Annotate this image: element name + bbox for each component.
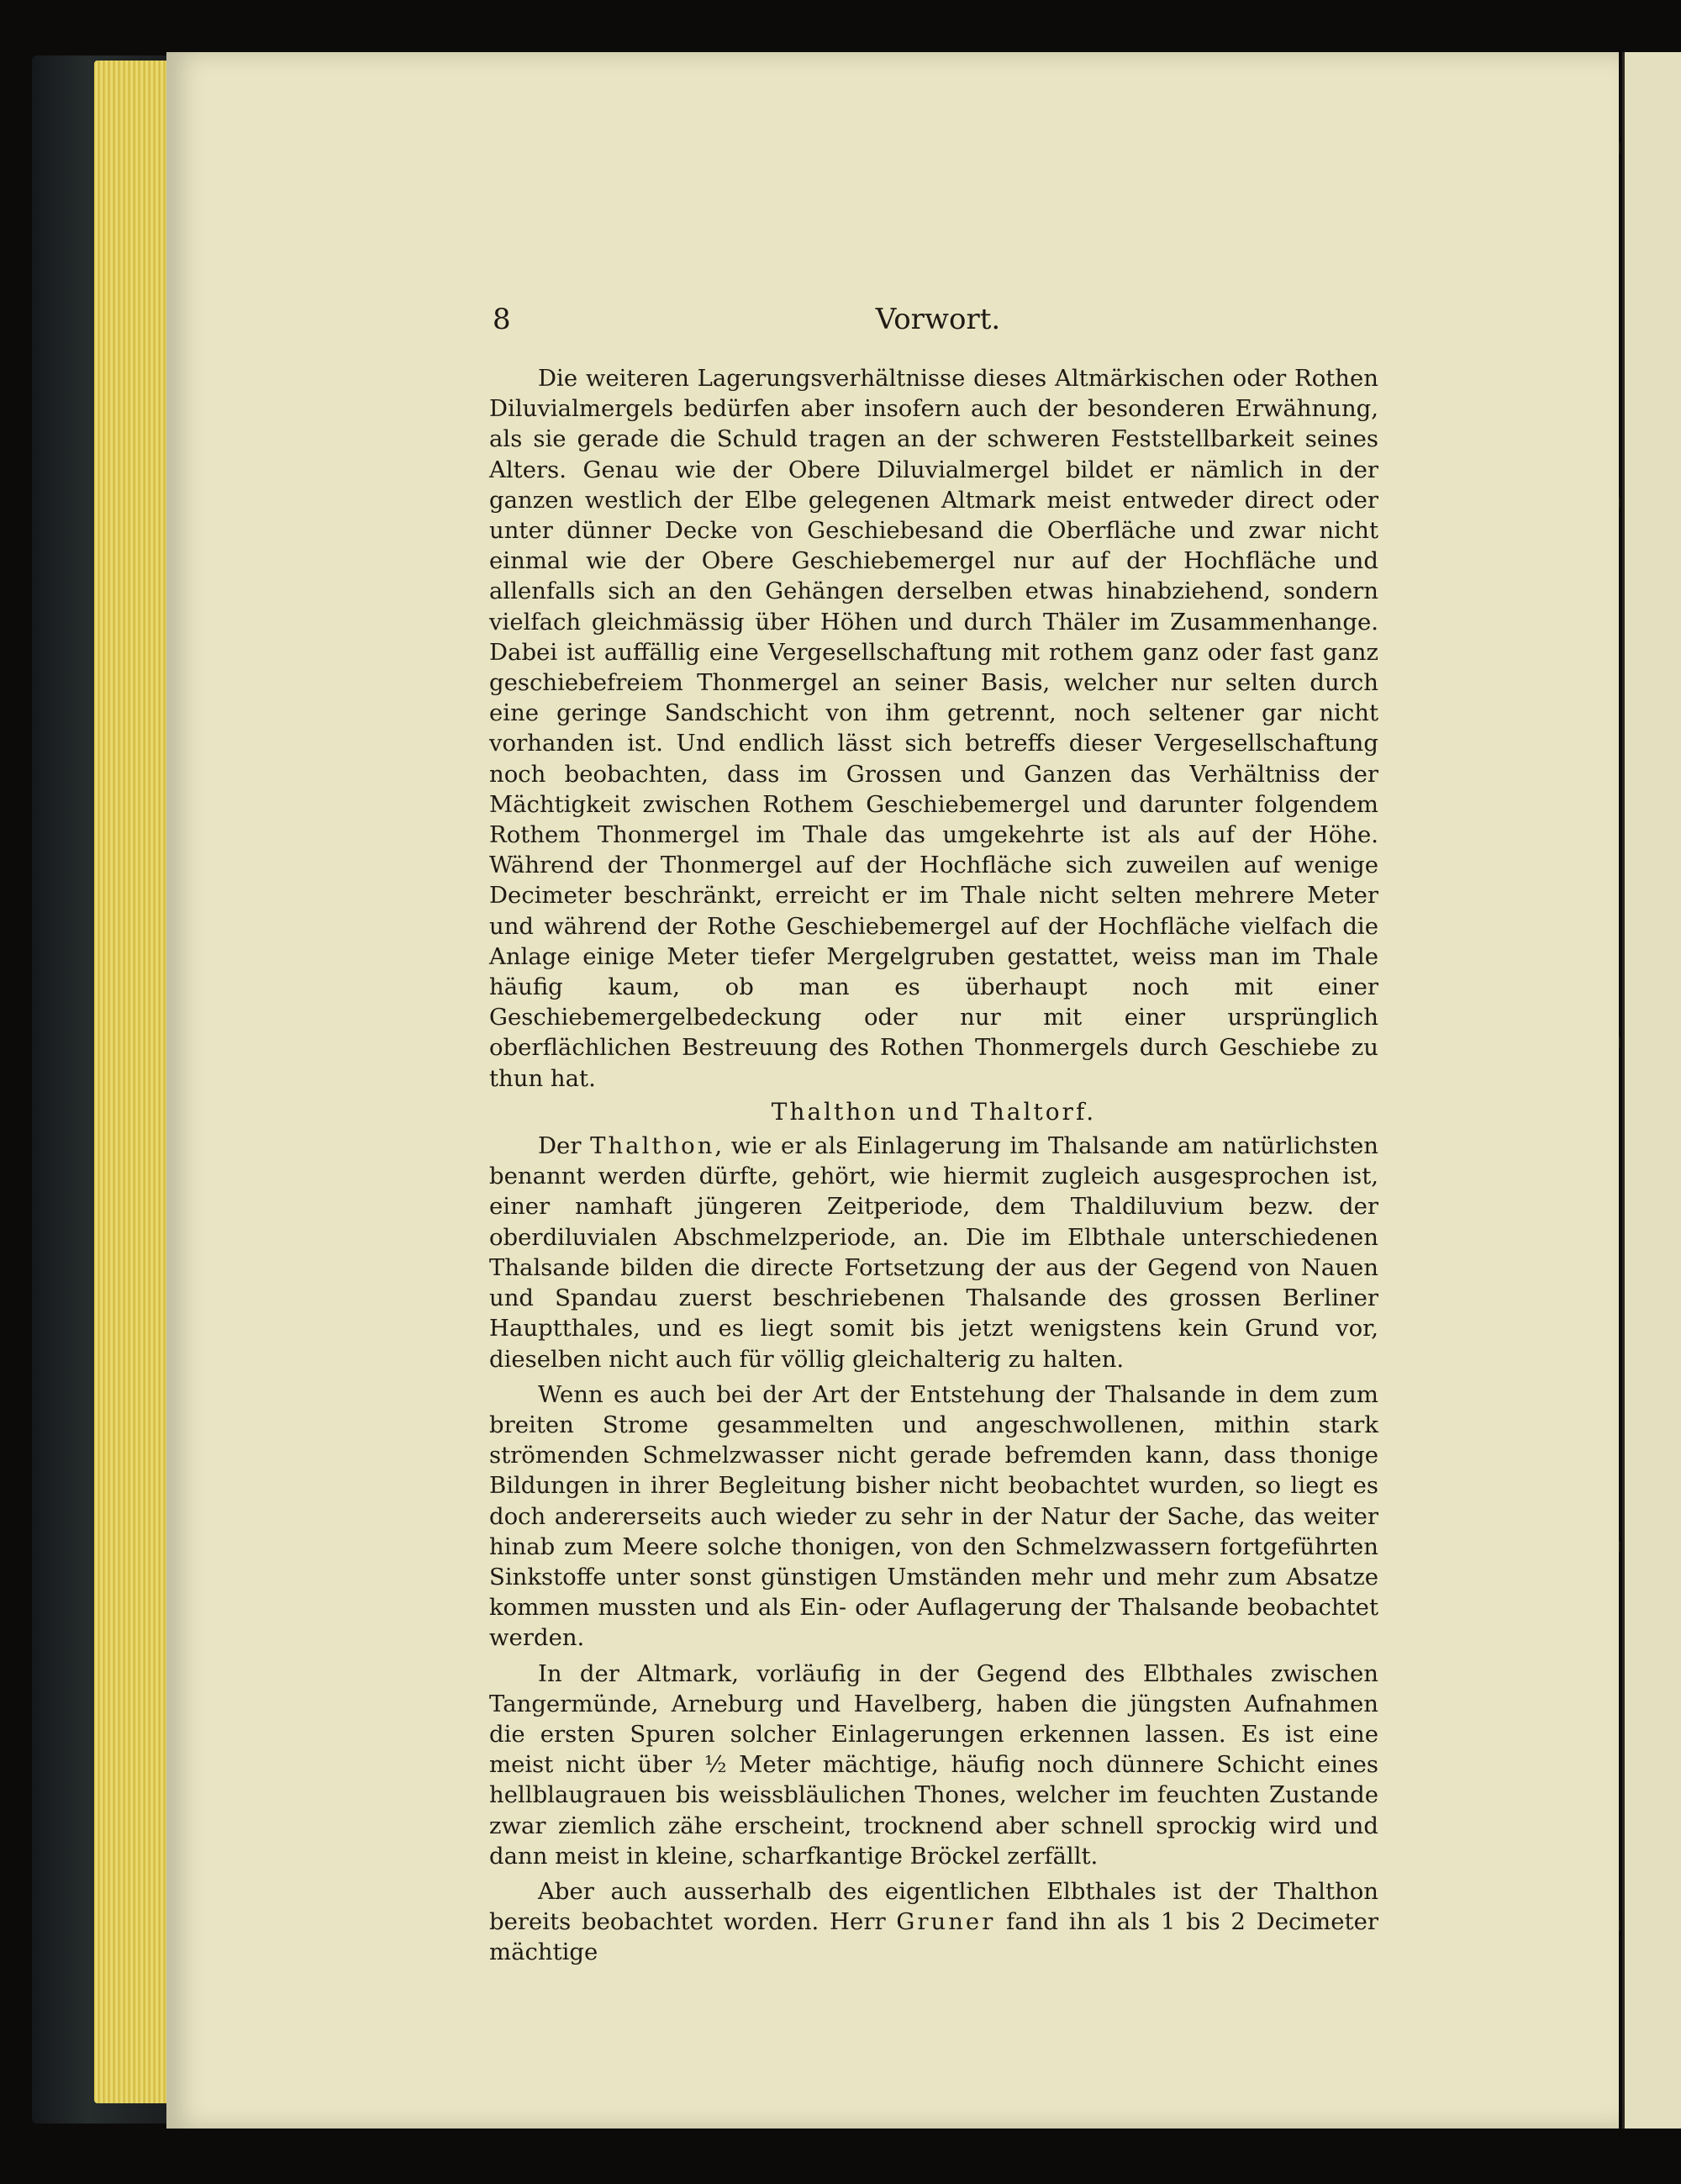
emphasis-term: Thalthon xyxy=(590,1132,715,1160)
body-text xyxy=(489,363,1378,1968)
paragraph-rest: fand ihn als 1 bis 2 Decimeter mächtige xyxy=(489,1908,1379,1966)
paragraph xyxy=(489,1876,1378,1968)
section-heading: Thalthon und Thaltorf. xyxy=(771,1097,1097,1126)
paragraph xyxy=(489,1131,1378,1374)
page-header xyxy=(493,303,1383,345)
running-title: Vorwort. xyxy=(875,303,1001,336)
paragraph-lead: Aber auch ausserhalb des eigentlichen Elbthales ist der Thalthon bereits beobachtet worden. Herr xyxy=(489,1877,1378,1936)
paragraph: In der Altmark, vorläufig in der Gegend des Elbthales zwischen Tangermünde, Arneburg und Havelberg, haben die jüngsten Aufnahmen die ersten Spuren solcher Einlagerungen erkennen lassen. Es ist eine meist nicht über ½ Meter mächtige, häufig noch dünnere Schicht eines hellblaugrauen bis weissbläulichen Thones, welcher im feuchten Zustande zwar ziemlich zähe erscheint, trocknend aber schnell sprockig wird und dann meist in kleine, scharfkantige Bröckel zerfällt. xyxy=(489,1659,1378,1870)
page-number: 8 xyxy=(493,303,511,336)
page-edges xyxy=(94,61,171,2103)
paragraph: Wenn es auch bei der Art der Entstehung der Thalsande in dem zum breiten Strome gesammelten und angeschwollenen, mithin stark strömenden Schmelzwasser nicht gerade befremden kann, dass thonige Bildungen in ihrer Begleitung bisher nicht beobachtet wurden, so liegt es doch andererseits auch wieder zu sehr in der Natur der Sache, das weiter hinab zum Meere solche thonigen, von den Schmelzwassern fortgeführten Sinkstoffe unter sonst günstigen Umständen mehr und mehr zum Absatze kommen mussten und als Ein- oder Auflagerung der Thalsande beobachtet werden. xyxy=(489,1380,1378,1652)
emphasis-name: Gruner xyxy=(896,1908,996,1936)
paragraph-rest: , wie er als Einlagerung im Thalsande am natürlichsten benannt werden dürfte, gehört, wie hiermit zugleich ausgesprochen ist, einer namhaft jüngeren Zeitperiode, dem Thaldiluvium bezw. der oberdiluvialen Abschmelzperiode, an. Die im Elbthale unterschiedenen Thalsande bilden die directe Fortsetzung der aus der Gegend von Nauen und Spandau zuerst beschriebenen Thalsande des grossen Berliner Hauptthales, und es liegt somit bis jetzt wenigstens kein Grund vor, dieselben nicht auch für völlig gleichalterig zu halten. xyxy=(489,1132,1378,1373)
paragraph: Die weiteren Lagerungsverhältnisse dieses Altmärkischen oder Rothen Diluvialmergels bedürfen aber insofern auch der besonderen Erwähnung, als sie gerade die Schuld tragen an der schweren Feststellbarkeit seines Alters. Genau wie der Obere Diluvialmergel bildet er nämlich in der ganzen westlich der Elbe gelegenen Altmark meist entweder direct oder unter dünner Decke von Geschiebesand die Oberfläche und zwar nicht einmal wie der Obere Geschiebemergel nur auf der Hochfläche und allenfalls sich an den Gehängen derselben etwas hinabziehend, sondern vielfach gleichmässig über Höhen und durch Thäler im Zusammenhange. Dabei ist auffällig eine Vergesellschaftung mit rothem ganz oder fast ganz geschiebefreiem Thonmergel an seiner Basis, welcher nur selten durch eine geringe Sandschicht von ihm getrennt, noch seltener gar nicht vorhanden ist. Und endlich lässt sich betreffs dieser Vergesellschaftung noch beobachten, dass im Grossen und Ganzen das Verhältniss der Mächtigkeit zwischen Rothem Geschiebemergel und darunter folgendem Rothem Thonmergel im Thale das umgekehrte ist als auf der Höhe. Während der Thonmergel auf der Hochfläche sich zuweilen auf wenige Decimeter beschränkt, erreicht er im Thale nicht selten mehrere Meter und während der Rothe Geschiebemergel auf der Hochfläche vielfach die Anlage einige Meter tiefer Mergelgruben gestattet, weiss man im Thale häufig kaum, ob man es überhaupt noch mit einer Geschiebemergelbedeckung oder nur mit einer ursprünglich oberflächlichen Bestreuung des Rothen Thonmergels durch Geschiebe zu thun hat. xyxy=(489,365,1378,1092)
paragraph-lead: Der xyxy=(538,1132,591,1160)
next-page-edge xyxy=(1622,52,1681,2129)
